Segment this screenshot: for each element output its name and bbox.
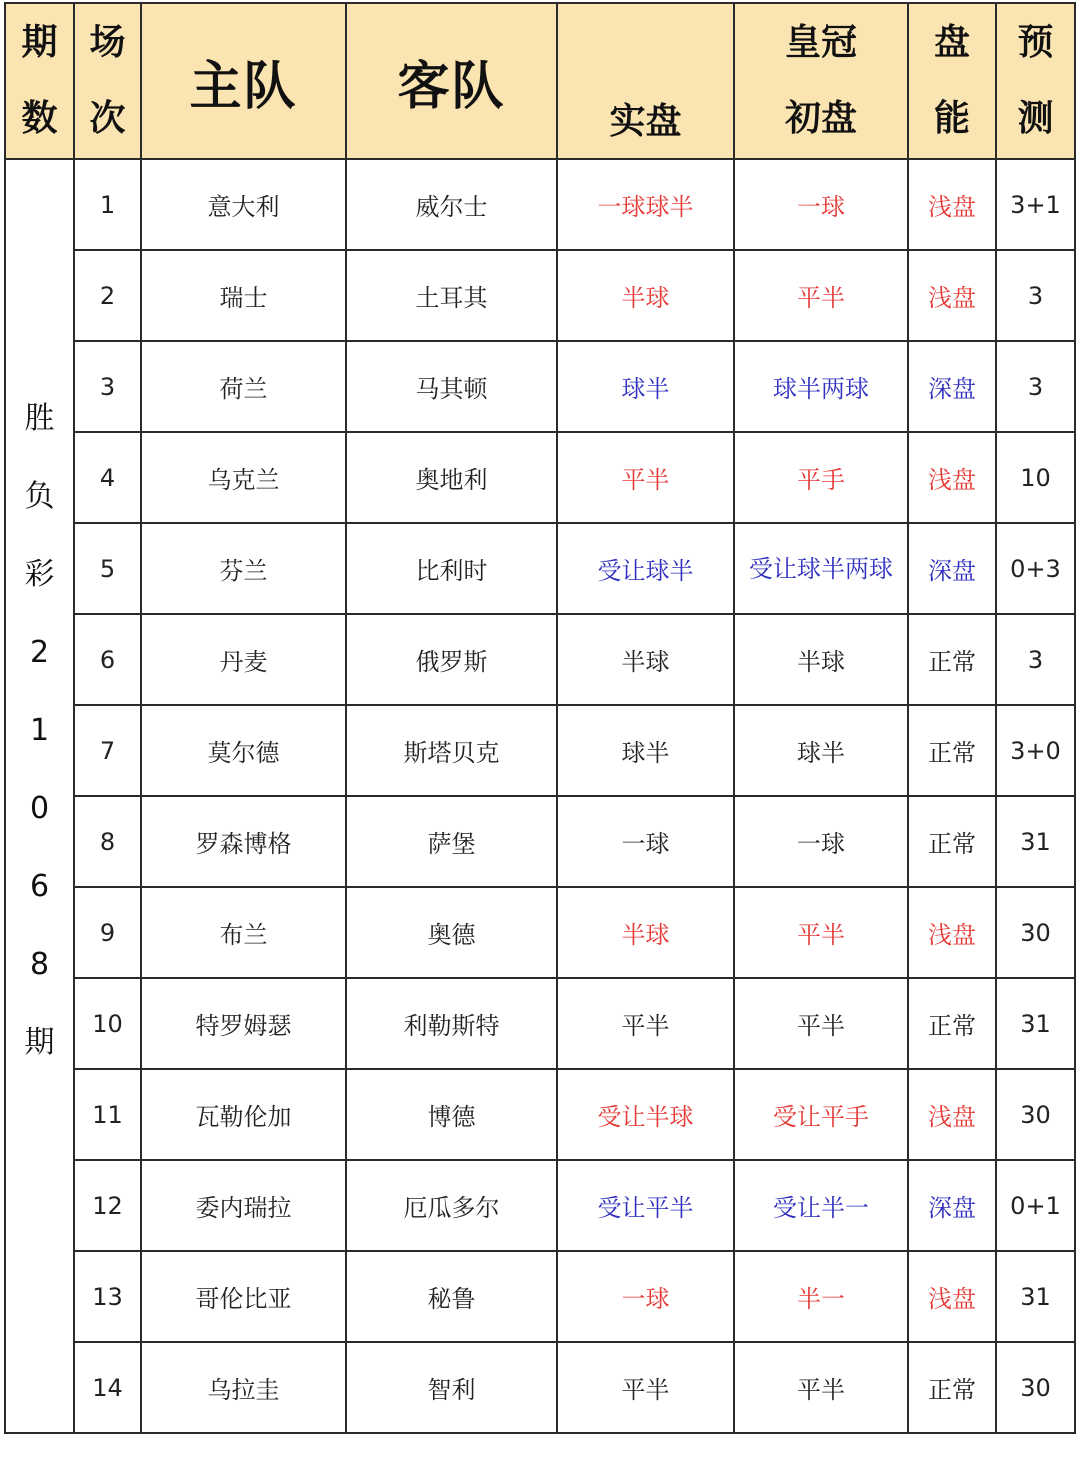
match-number-cell: 11 [74, 1069, 141, 1160]
disk-strength-cell: 深盘 [908, 341, 996, 432]
crown-initial-cell: 受让球半两球 [734, 523, 908, 614]
away-team-cell: 比利时 [346, 523, 557, 614]
disk-strength-cell: 浅盘 [908, 250, 996, 341]
header-predict: 预 测 [996, 3, 1075, 159]
home-team-cell: 乌拉圭 [141, 1342, 346, 1433]
prediction-cell: 31 [996, 1251, 1075, 1342]
real-handicap-cell: 半球 [557, 887, 734, 978]
home-team-cell: 意大利 [141, 159, 346, 250]
home-team-cell: 瓦勒伦加 [141, 1069, 346, 1160]
prediction-cell: 10 [996, 432, 1075, 523]
table-row [5, 432, 1075, 523]
away-team-cell: 智利 [346, 1342, 557, 1433]
period-char: 负 [24, 479, 55, 514]
home-team-cell: 丹麦 [141, 614, 346, 705]
real-handicap-cell: 球半 [557, 705, 734, 796]
prediction-cell: 0+3 [996, 523, 1075, 614]
away-team-cell: 奥德 [346, 887, 557, 978]
home-team-cell: 瑞士 [141, 250, 346, 341]
header-away: 客队 [346, 3, 557, 159]
away-team-cell: 斯塔贝克 [346, 705, 557, 796]
disk-strength-cell: 深盘 [908, 523, 996, 614]
disk-strength-cell: 浅盘 [908, 432, 996, 523]
match-number-cell: 9 [74, 887, 141, 978]
away-team-cell: 土耳其 [346, 250, 557, 341]
real-handicap-cell: 受让半球 [557, 1069, 734, 1160]
away-team-cell: 博德 [346, 1069, 557, 1160]
table-row [5, 159, 1075, 250]
away-team-cell: 马其顿 [346, 341, 557, 432]
match-number-cell: 12 [74, 1160, 141, 1251]
home-team-cell: 乌克兰 [141, 432, 346, 523]
away-team-cell: 俄罗斯 [346, 614, 557, 705]
prediction-cell: 31 [996, 978, 1075, 1069]
disk-strength-cell: 浅盘 [908, 159, 996, 250]
match-number-cell: 2 [74, 250, 141, 341]
disk-strength-cell: 深盘 [908, 1160, 996, 1251]
header-disk: 盘 能 [908, 3, 996, 159]
period-char: 0 [29, 791, 50, 826]
period-char: 胜 [24, 401, 55, 436]
real-handicap-cell: 平半 [557, 432, 734, 523]
real-handicap-cell: 一球球半 [557, 159, 734, 250]
crown-initial-cell: 球半两球 [734, 341, 908, 432]
table-row [5, 978, 1075, 1069]
disk-strength-cell: 浅盘 [908, 1069, 996, 1160]
real-handicap-cell: 一球 [557, 1251, 734, 1342]
match-number-cell: 7 [74, 705, 141, 796]
away-team-cell: 威尔士 [346, 159, 557, 250]
home-team-cell: 哥伦比亚 [141, 1251, 346, 1342]
home-team-cell: 罗森博格 [141, 796, 346, 887]
disk-strength-cell: 正常 [908, 1342, 996, 1433]
disk-strength-cell: 正常 [908, 614, 996, 705]
prediction-cell: 30 [996, 1069, 1075, 1160]
crown-initial-cell: 一球 [734, 796, 908, 887]
table-row [5, 250, 1075, 341]
crown-initial-cell: 受让平手 [734, 1069, 908, 1160]
away-team-cell: 厄瓜多尔 [346, 1160, 557, 1251]
period-char: 2 [29, 635, 50, 670]
lottery-prediction-table [4, 2, 1076, 1434]
home-team-cell: 莫尔德 [141, 705, 346, 796]
real-handicap-cell: 受让球半 [557, 523, 734, 614]
crown-initial-cell: 平半 [734, 250, 908, 341]
table-row [5, 341, 1075, 432]
match-number-cell: 10 [74, 978, 141, 1069]
away-team-cell: 奥地利 [346, 432, 557, 523]
match-number-cell: 13 [74, 1251, 141, 1342]
disk-strength-cell: 浅盘 [908, 887, 996, 978]
match-number-cell: 1 [74, 159, 141, 250]
header-match: 场 次 [74, 3, 141, 159]
crown-initial-cell: 平半 [734, 978, 908, 1069]
table-row [5, 887, 1075, 978]
crown-initial-cell: 半一 [734, 1251, 908, 1342]
crown-initial-cell: 平半 [734, 1342, 908, 1433]
crown-initial-cell: 一球 [734, 159, 908, 250]
crown-initial-cell: 平半 [734, 887, 908, 978]
disk-strength-cell: 浅盘 [908, 1251, 996, 1342]
crown-initial-cell: 平手 [734, 432, 908, 523]
prediction-cell: 30 [996, 1342, 1075, 1433]
crown-initial-cell: 受让半一 [734, 1160, 908, 1251]
home-team-cell: 委内瑞拉 [141, 1160, 346, 1251]
header-home: 主队 [141, 3, 346, 159]
real-handicap-cell: 平半 [557, 978, 734, 1069]
home-team-cell: 芬兰 [141, 523, 346, 614]
table-row [5, 796, 1075, 887]
home-team-cell: 布兰 [141, 887, 346, 978]
prediction-cell: 3+1 [996, 159, 1075, 250]
match-number-cell: 4 [74, 432, 141, 523]
prediction-cell: 31 [996, 796, 1075, 887]
header-crown: 皇冠 初盘 [734, 3, 908, 159]
crown-initial-cell: 半球 [734, 614, 908, 705]
period-label [5, 159, 74, 1433]
header-row [5, 3, 1075, 159]
real-handicap-cell: 半球 [557, 250, 734, 341]
home-team-cell: 荷兰 [141, 341, 346, 432]
match-number-cell: 6 [74, 614, 141, 705]
prediction-cell: 30 [996, 887, 1075, 978]
away-team-cell: 萨堡 [346, 796, 557, 887]
period-char: 1 [29, 713, 50, 748]
table-row [5, 614, 1075, 705]
disk-strength-cell: 正常 [908, 978, 996, 1069]
table-row [5, 523, 1075, 614]
match-number-cell: 14 [74, 1342, 141, 1433]
real-handicap-cell: 半球 [557, 614, 734, 705]
prediction-cell: 3 [996, 250, 1075, 341]
prediction-cell: 0+1 [996, 1160, 1075, 1251]
match-number-cell: 5 [74, 523, 141, 614]
disk-strength-cell: 正常 [908, 796, 996, 887]
period-char: 6 [29, 869, 50, 904]
header-real: 实盘 [557, 3, 734, 159]
match-number-cell: 3 [74, 341, 141, 432]
table-row [5, 1160, 1075, 1251]
away-team-cell: 利勒斯特 [346, 978, 557, 1069]
real-handicap-cell: 球半 [557, 341, 734, 432]
table-row [5, 705, 1075, 796]
real-handicap-cell: 一球 [557, 796, 734, 887]
crown-initial-cell: 球半 [734, 705, 908, 796]
prediction-cell: 3+0 [996, 705, 1075, 796]
period-char: 期 [24, 1025, 55, 1060]
table-row [5, 1069, 1075, 1160]
away-team-cell: 秘鲁 [346, 1251, 557, 1342]
real-handicap-cell: 平半 [557, 1342, 734, 1433]
prediction-cell: 3 [996, 341, 1075, 432]
disk-strength-cell: 正常 [908, 705, 996, 796]
period-char: 彩 [24, 557, 55, 592]
header-period: 期 数 [5, 3, 74, 159]
table-row [5, 1251, 1075, 1342]
table-body [5, 159, 1075, 1433]
real-handicap-cell: 受让平半 [557, 1160, 734, 1251]
match-number-cell: 8 [74, 796, 141, 887]
home-team-cell: 特罗姆瑟 [141, 978, 346, 1069]
period-char: 8 [29, 947, 50, 982]
prediction-cell: 3 [996, 614, 1075, 705]
table-row [5, 1342, 1075, 1433]
